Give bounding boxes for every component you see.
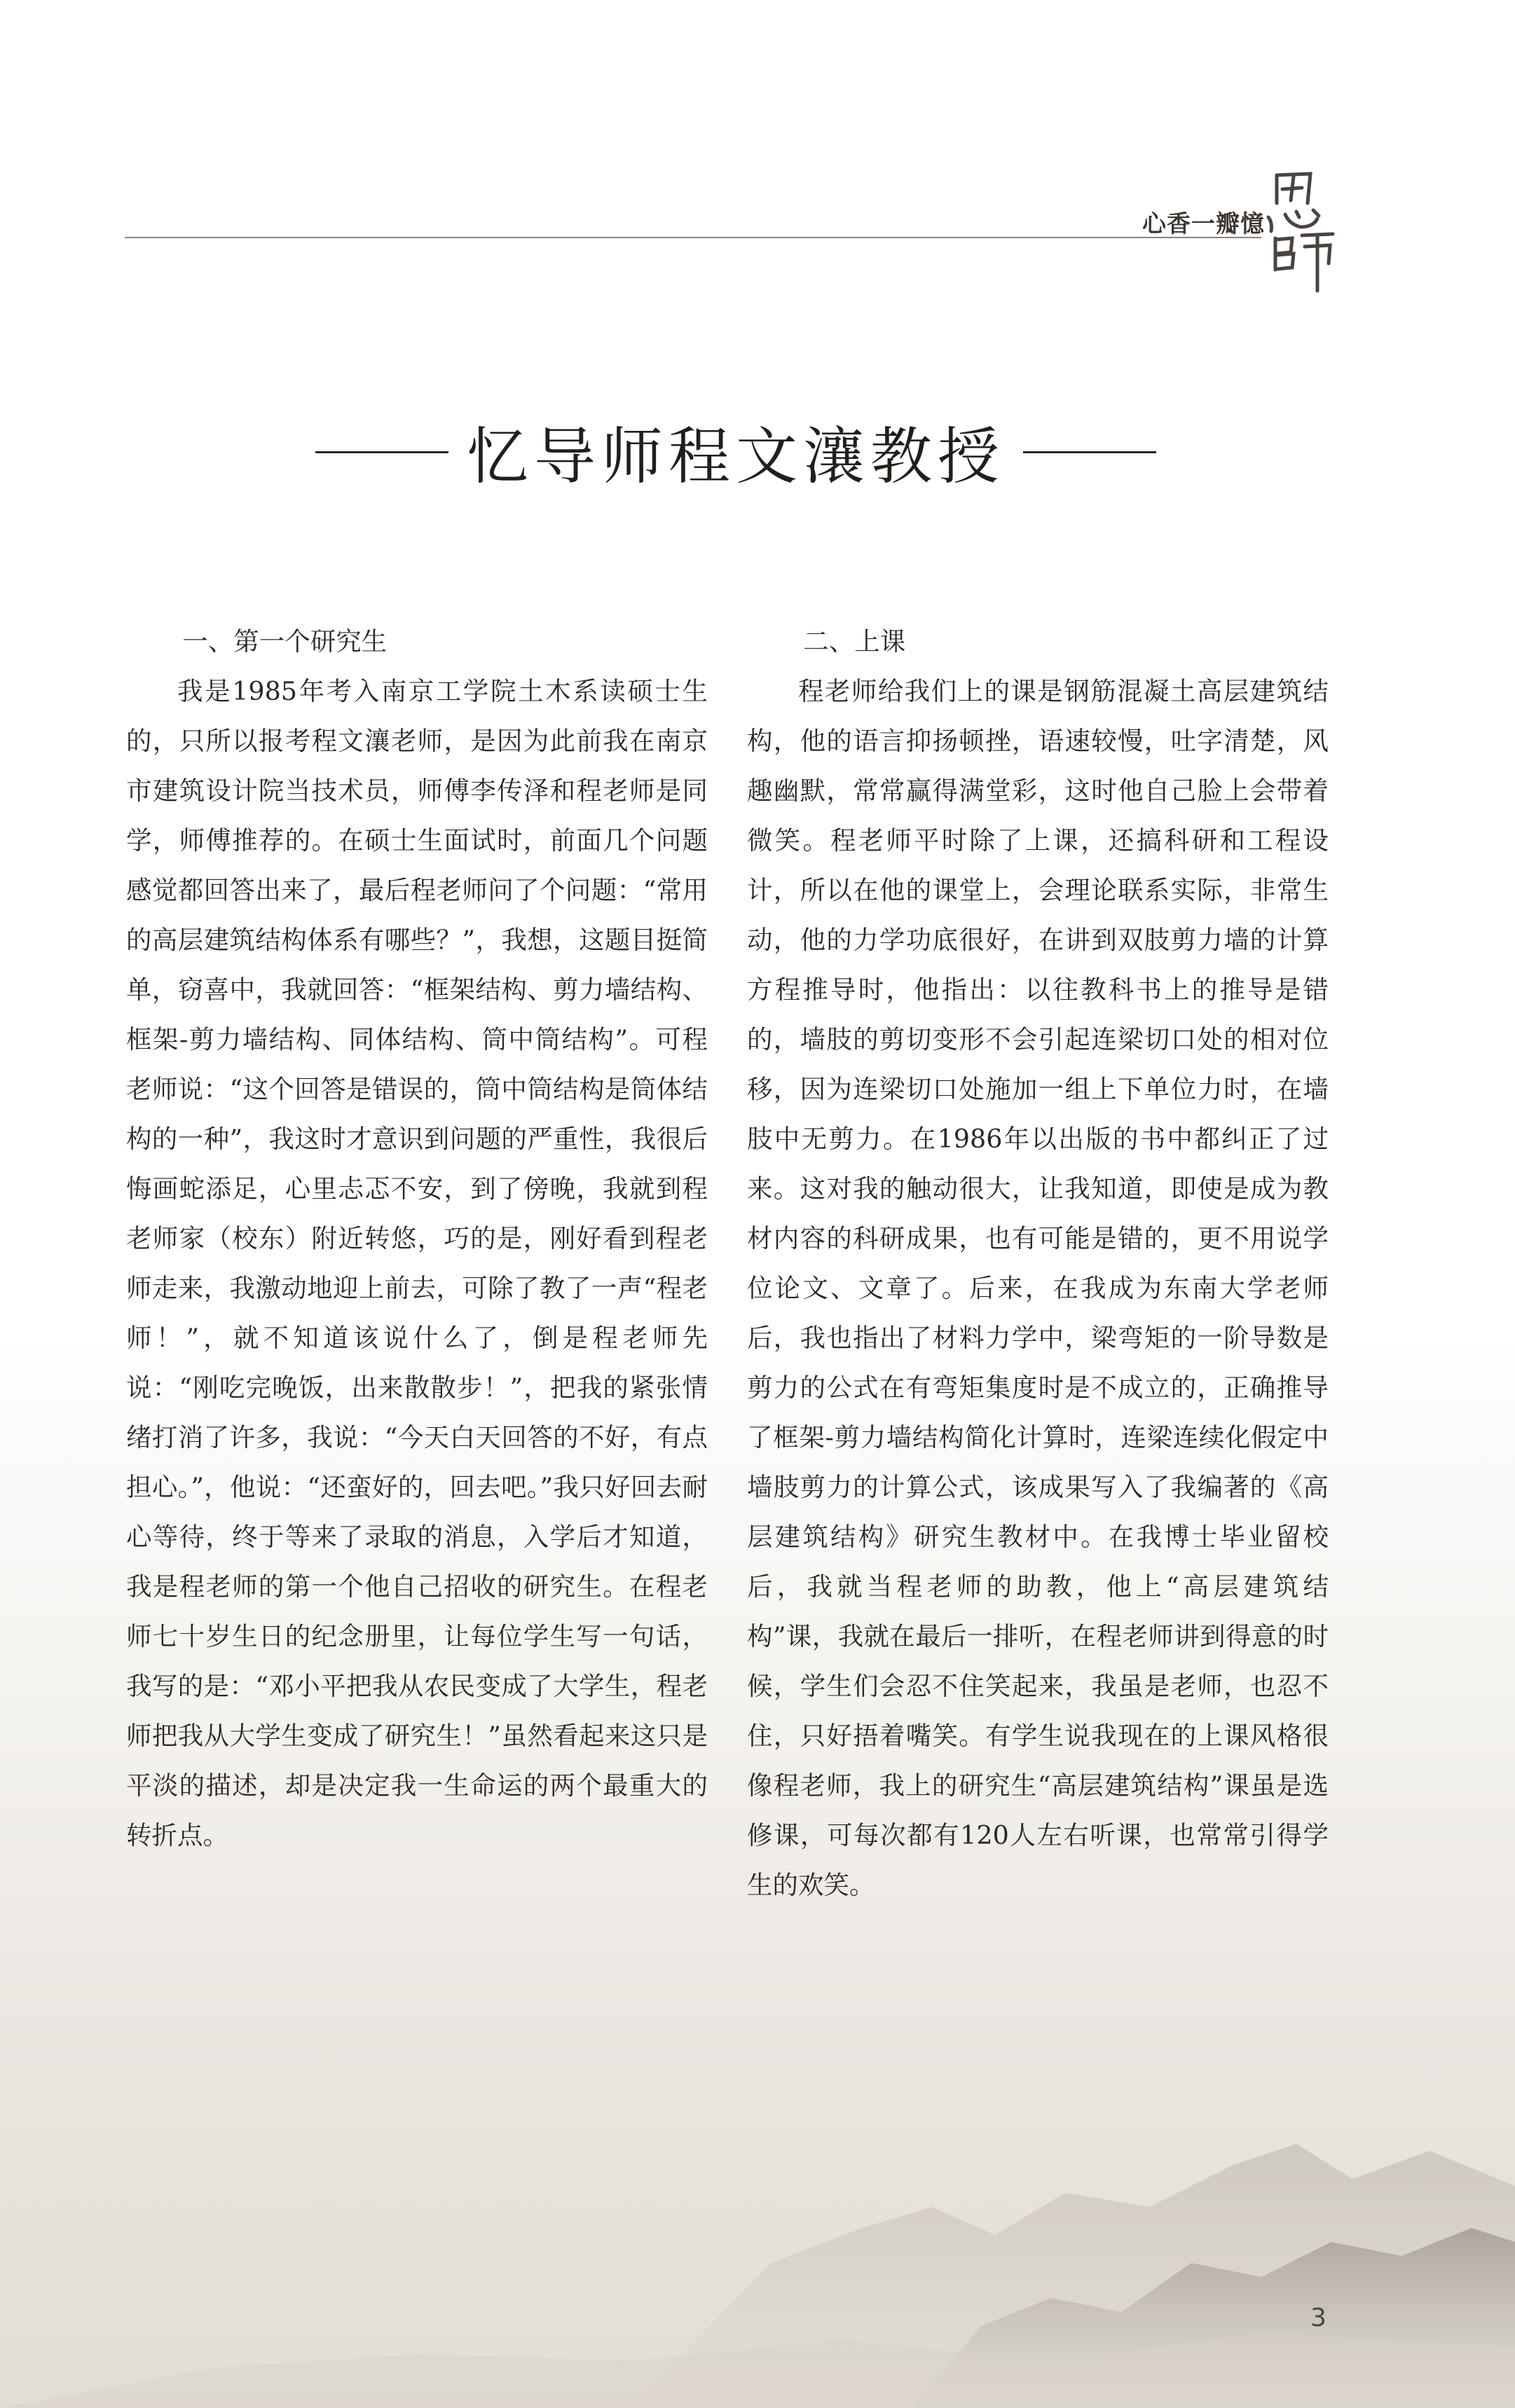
logo-glyphs: 恩師 [1261,154,1263,155]
mountain-landscape-decoration [0,2032,1515,2408]
column-right [747,617,1329,1910]
article-title-block [294,406,1177,497]
title-dash-left [315,451,448,453]
en-shi-calligraphy-logo [1261,154,1345,294]
column-left [126,617,708,1860]
section-body-lectures: 程老师给我们上的课是钢筋混凝土高层建筑结构，他的语言抑扬顿挫，语速较慢，吐字清楚，风趣幽默，常常赢得满堂彩，这时他自己脸上会带着微笑。程老师平时除了上课，还搞科研和工程设计，所以在他的课堂上，会理论联系实际，非常生动，他的力学功底很好，在讲到双肢剪力墙的计算方程推导时，他指出：以往教科书上的推导是错的，墙肢的剪切变形不会引起连梁切口处的相对位移，因为连梁切口处施加一组上下单位力时，在墙肢中无剪力。在1986年以出版的书中都纠正了过来。这对我的触动很大，让我知道，即使是成为教材内容的科研成果，也有可能是错的，更不用说学位论文、文章了。后来，在我成为东南大学老师后，我也指出了材料力学中，梁弯矩的一阶导数是剪力的公式在有弯矩集度时是不成立的，正确推导了框架-剪力墙结构简化计算时，连梁连续化假定中墙肢剪力的计算公式，该成果写入了我编著的《高层建筑结构》研究生教材中。在我博士毕业留校后，我就当程老师的助教，他上“高层建筑结构”课，我就在最后一排听，在程老师讲到得意的时候，学生们会忍不住笑起来，我虽是老师，也忍不住，只好捂着嘴笑。有学生说我现在的上课风格很像程老师，我上的研究生“高层建筑结构”课虽是选修课，可每次都有120人左右听课，也常常引得学生的欢笑。 [747,676,1329,1900]
section-body-first-student: 我是1985年考入南京工学院土木系读硕士生的，只所以报考程文瀼老师，是因为此前我在南京市建筑设计院当技术员，师傅李传泽和程老师是同学，师傅推荐的。在硕士生面试时，前面几个问题感觉都回答出来了，最后程老师问了个问题：“常用的高层建筑结构体系有哪些？”，我想，这题目挺简单，窃喜中，我就回答：“框架结构、剪力墙结构、框架-剪力墙结构、同体结构、筒中筒结构”。可程老师说：“这个回答是错误的，筒中筒结构是筒体结构的一种”，我这时才意识到问题的严重性，我很后悔画蛇添足，心里忐忑不安，到了傍晚，我就到程老师家（校东）附近转悠，巧的是，刚好看到程老师走来，我激动地迎上前去，可除了教了一声“程老师！”，就不知道该说什么了，倒是程老师先说：“刚吃完晚饭，出来散散步！”，把我的紧张情绪打消了许多，我说：“今天白天回答的不好，有点担心。”，他说：“还蛮好的，回去吧。”我只好回去耐心等待，终于等来了录取的消息，入学后才知道，我是程老师的第一个他自己招收的研究生。在程老师七十岁生日的纪念册里，让每位学生写一句话，我写的是：“邓小平把我从农民变成了大学生，程老师把我从大学生变成了研究生！”虽然看起来这只是平淡的描述，却是决定我一生命运的两个最重大的转折点。 [126,676,708,1850]
article-title: 忆导师程文瀼教授 [466,420,1005,493]
page-number: 3 [1310,2304,1327,2332]
running-header: 心香一瓣憶 [1142,210,1265,238]
header-rule [125,237,1261,238]
section-heading-lectures: 二、上课 [803,626,906,656]
title-dash-right [1023,451,1156,453]
section-heading-first-student: 一、第一个研究生 [182,626,388,656]
